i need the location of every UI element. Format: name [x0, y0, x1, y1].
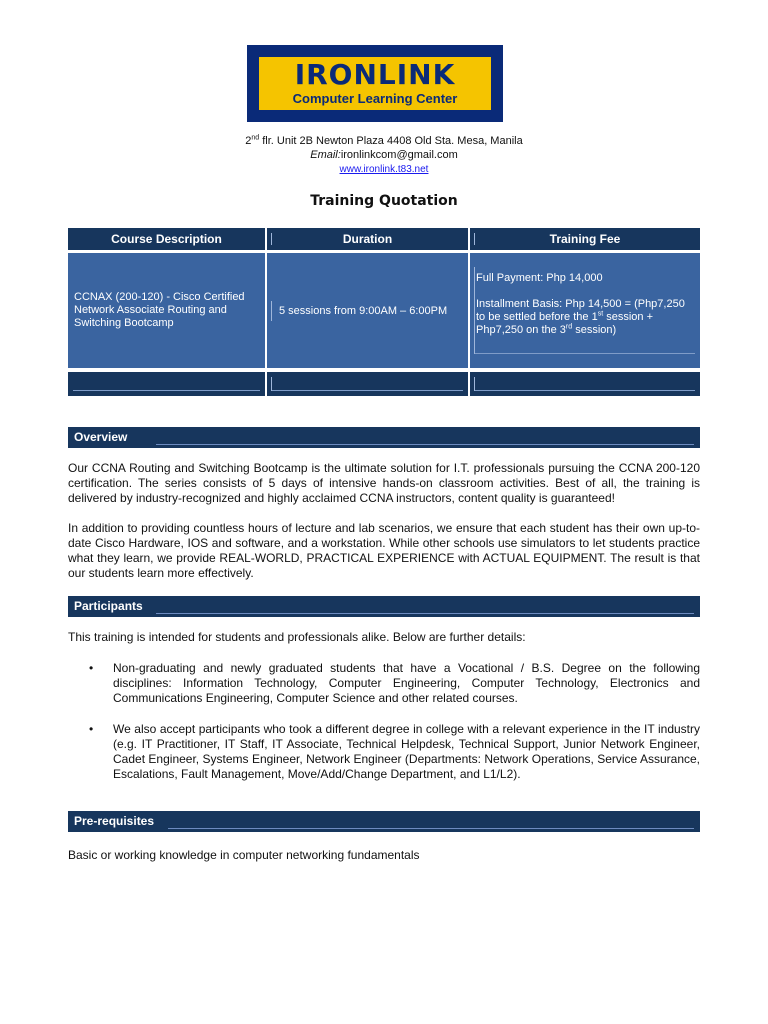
participants-heading: Participants: [68, 596, 700, 617]
header-course-description: Course Description: [68, 228, 265, 250]
email-address: ironlinkcom@gmail.com: [340, 149, 458, 161]
logo-title: IRONLINK: [294, 58, 456, 91]
bullet-icon: •: [89, 661, 94, 675]
website-link[interactable]: www.ironlink.t83.net: [339, 164, 429, 175]
list-item: Non-graduating and newly graduated students that have a Vocational / B.S. Degree on the following disciplines: Information Technology, Computer Engineering, Computer Technology, Electronics and Communications Engineering, Computer Science and other related courses.: [113, 661, 700, 705]
header-training-fee: Training Fee: [470, 228, 700, 250]
prerequisites-heading: Pre-requisites: [68, 811, 700, 832]
training-fee-cell: [470, 253, 700, 368]
overview-heading: Overview: [68, 427, 700, 448]
company-logo: [247, 45, 503, 122]
course-description-cell: [68, 253, 265, 368]
fee-installment: Installment Basis: Php 14,500 = (Php7,250 to be settled before the 1st session + Php7,250 on the 3rd session): [476, 298, 685, 336]
empty-cell: [267, 372, 468, 396]
empty-cell: [68, 372, 265, 396]
email-line: [0, 148, 768, 162]
fee-full-payment: Full Payment: Php 14,000: [476, 272, 603, 284]
document-title: Training Quotation: [310, 193, 458, 209]
logo-subtitle: Computer Learning Center: [292, 91, 458, 106]
duration-cell: [267, 253, 468, 368]
logo-plate: [259, 57, 491, 110]
overview-paragraph-2: In addition to providing countless hours of lecture and lab scenarios, we ensure that each student has their own up-to-date Cisco Hardware, IOS and software, and a workstation. While other schools use simulators to let students practice what they learn, we provide REAL-WORLD, PRACTICAL EXPERIENCE with ACTUAL EQUIPMENT. The result is that our students learn more effectively.: [68, 521, 700, 580]
empty-cell: [470, 372, 700, 396]
email-label: Email:: [310, 149, 341, 161]
list-item: We also accept participants who took a different degree in college with a relevant experience in the IT industry (e.g. IT Practitioner, IT Staff, IT Associate, Technical Helpdesk, Technical Support, Junior Network Engineer, Cadet Engineer, Systems Engineer, Network Engineer (Departments: Network Operations, Service Assurance, Escalations, Fault Management, Move/Add/Change Department, and L1/L2).: [113, 722, 700, 781]
header-duration: Duration: [267, 228, 468, 250]
prerequisites-text: Basic or working knowledge in computer networking fundamentals: [68, 848, 420, 862]
address-line: 2nd flr. Unit 2B Newton Plaza 4408 Old Sta. Mesa, Manila: [245, 134, 523, 147]
duration-text: 5 sessions from 9:00AM – 6:00PM: [279, 305, 448, 317]
participants-intro: This training is intended for students and professionals alike. Below are further details:: [68, 630, 526, 644]
bullet-icon: •: [89, 722, 94, 736]
course-description-text: CCNAX (200-120) - Cisco Certified Network Associate Routing and Switching Bootcamp: [74, 291, 245, 329]
website-line: [0, 162, 768, 177]
overview-paragraph-1: Our CCNA Routing and Switching Bootcamp is the ultimate solution for I.T. professionals pursuing the CCNA 200-120 certification. The series consists of 5 days of intensive hands-on classroom activities. Best of all, the training is delivered by industry-recognized and highly acclaimed CCNA instructors, content quality is guaranteed!: [68, 461, 700, 505]
